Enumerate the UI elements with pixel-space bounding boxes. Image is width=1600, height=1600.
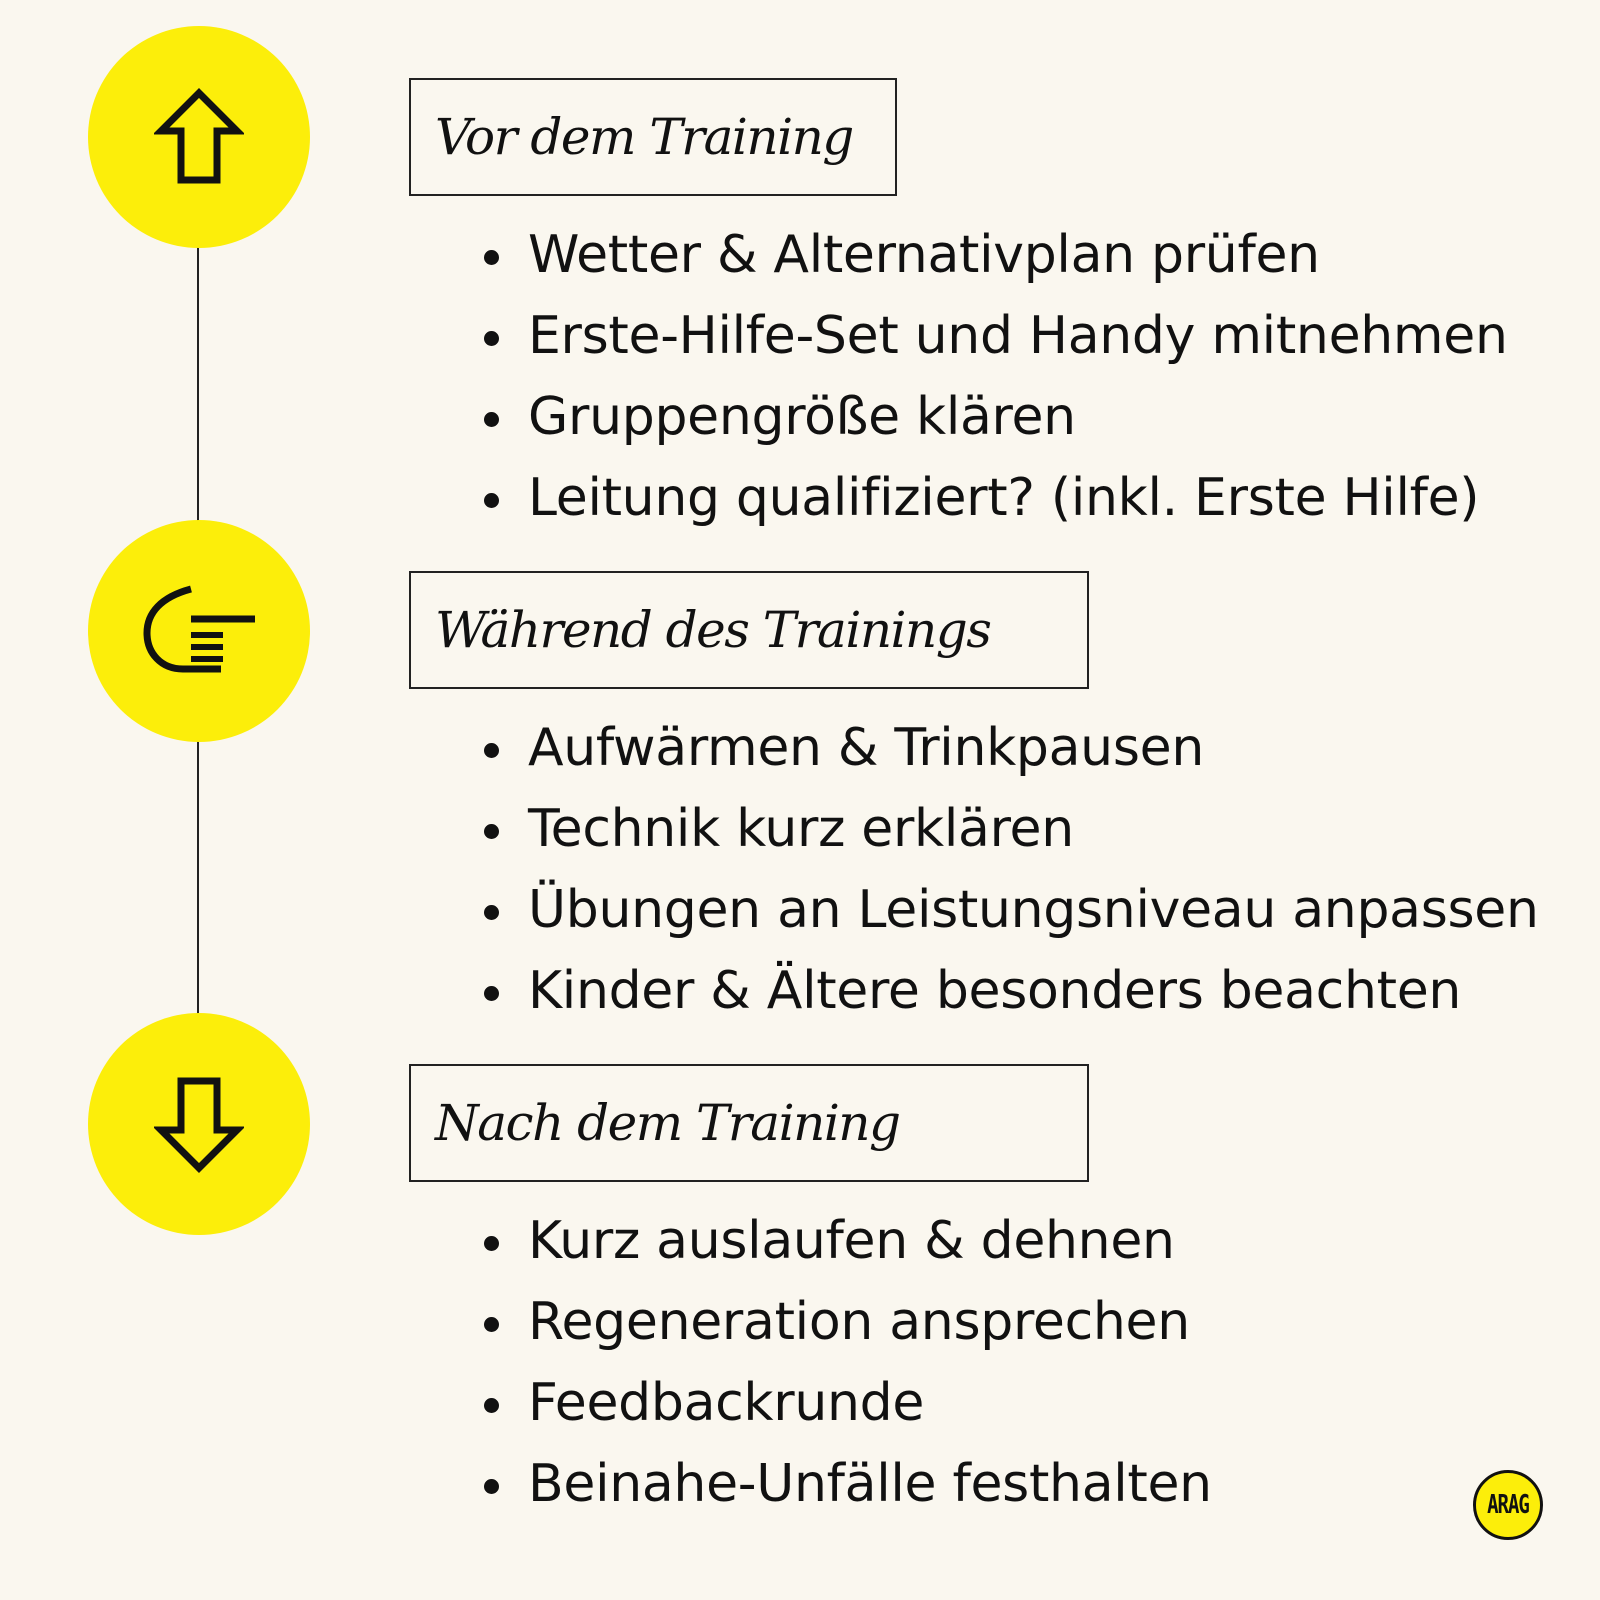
section-title: Während des Trainings: [435, 601, 991, 659]
bullet-icon: [484, 412, 499, 427]
list-item: [484, 1282, 1212, 1363]
section-title: Vor dem Training: [435, 108, 853, 166]
section-heading-during: [409, 571, 1089, 689]
list-item: [484, 1201, 1212, 1282]
arrow-down-icon: [154, 1074, 244, 1174]
list-item: [484, 458, 1508, 539]
list-item-text: Erste-Hilfe-Set und Handy mitnehmen: [528, 306, 1508, 366]
list-item-text: Aufwärmen & Trinkpausen: [528, 718, 1204, 778]
list-item-text: Kinder & Ältere besonders beachten: [528, 961, 1462, 1021]
list-item: [484, 296, 1508, 377]
bullet-icon: [484, 493, 499, 508]
bullet-icon: [484, 1236, 499, 1251]
bullet-icon: [484, 331, 499, 346]
step-circle-during: [88, 520, 310, 742]
hand-pointing-icon: [141, 585, 257, 677]
arrow-up-icon: [154, 87, 244, 187]
list-item-text: Beinahe-Unfälle festhalten: [528, 1454, 1212, 1514]
list-item-text: Regeneration ansprechen: [528, 1292, 1190, 1352]
checklist-during: [484, 708, 1539, 1032]
list-item-text: Übungen an Leistungsniveau anpassen: [528, 880, 1539, 940]
checklist-after: [484, 1201, 1212, 1525]
list-item-text: Gruppengröße klären: [528, 387, 1076, 447]
arag-logo: [1473, 1470, 1543, 1540]
section-heading-before: [409, 78, 897, 196]
bullet-icon: [484, 1317, 499, 1332]
bullet-icon: [484, 1398, 499, 1413]
step-circle-after: [88, 1013, 310, 1235]
list-item: [484, 1363, 1212, 1444]
list-item: [484, 789, 1539, 870]
list-item-text: Feedbackrunde: [528, 1373, 925, 1433]
list-item: [484, 215, 1508, 296]
section-heading-after: [409, 1064, 1089, 1182]
checklist-before: [484, 215, 1508, 539]
list-item: [484, 377, 1508, 458]
list-item-text: Technik kurz erklären: [528, 799, 1074, 859]
list-item-text: Wetter & Alternativplan prüfen: [528, 225, 1320, 285]
list-item-text: Kurz auslaufen & dehnen: [528, 1211, 1175, 1271]
list-item: [484, 708, 1539, 789]
list-item: [484, 870, 1539, 951]
section-title: Nach dem Training: [435, 1094, 900, 1152]
list-item-text: Leitung qualifiziert? (inkl. Erste Hilfe): [528, 468, 1480, 528]
list-item: [484, 951, 1539, 1032]
bullet-icon: [484, 1479, 499, 1494]
bullet-icon: [484, 905, 499, 920]
bullet-icon: [484, 743, 499, 758]
bullet-icon: [484, 986, 499, 1001]
list-item: [484, 1444, 1212, 1525]
logo-text: ARAG: [1487, 1490, 1529, 1520]
step-circle-before: [88, 26, 310, 248]
bullet-icon: [484, 250, 499, 265]
bullet-icon: [484, 824, 499, 839]
